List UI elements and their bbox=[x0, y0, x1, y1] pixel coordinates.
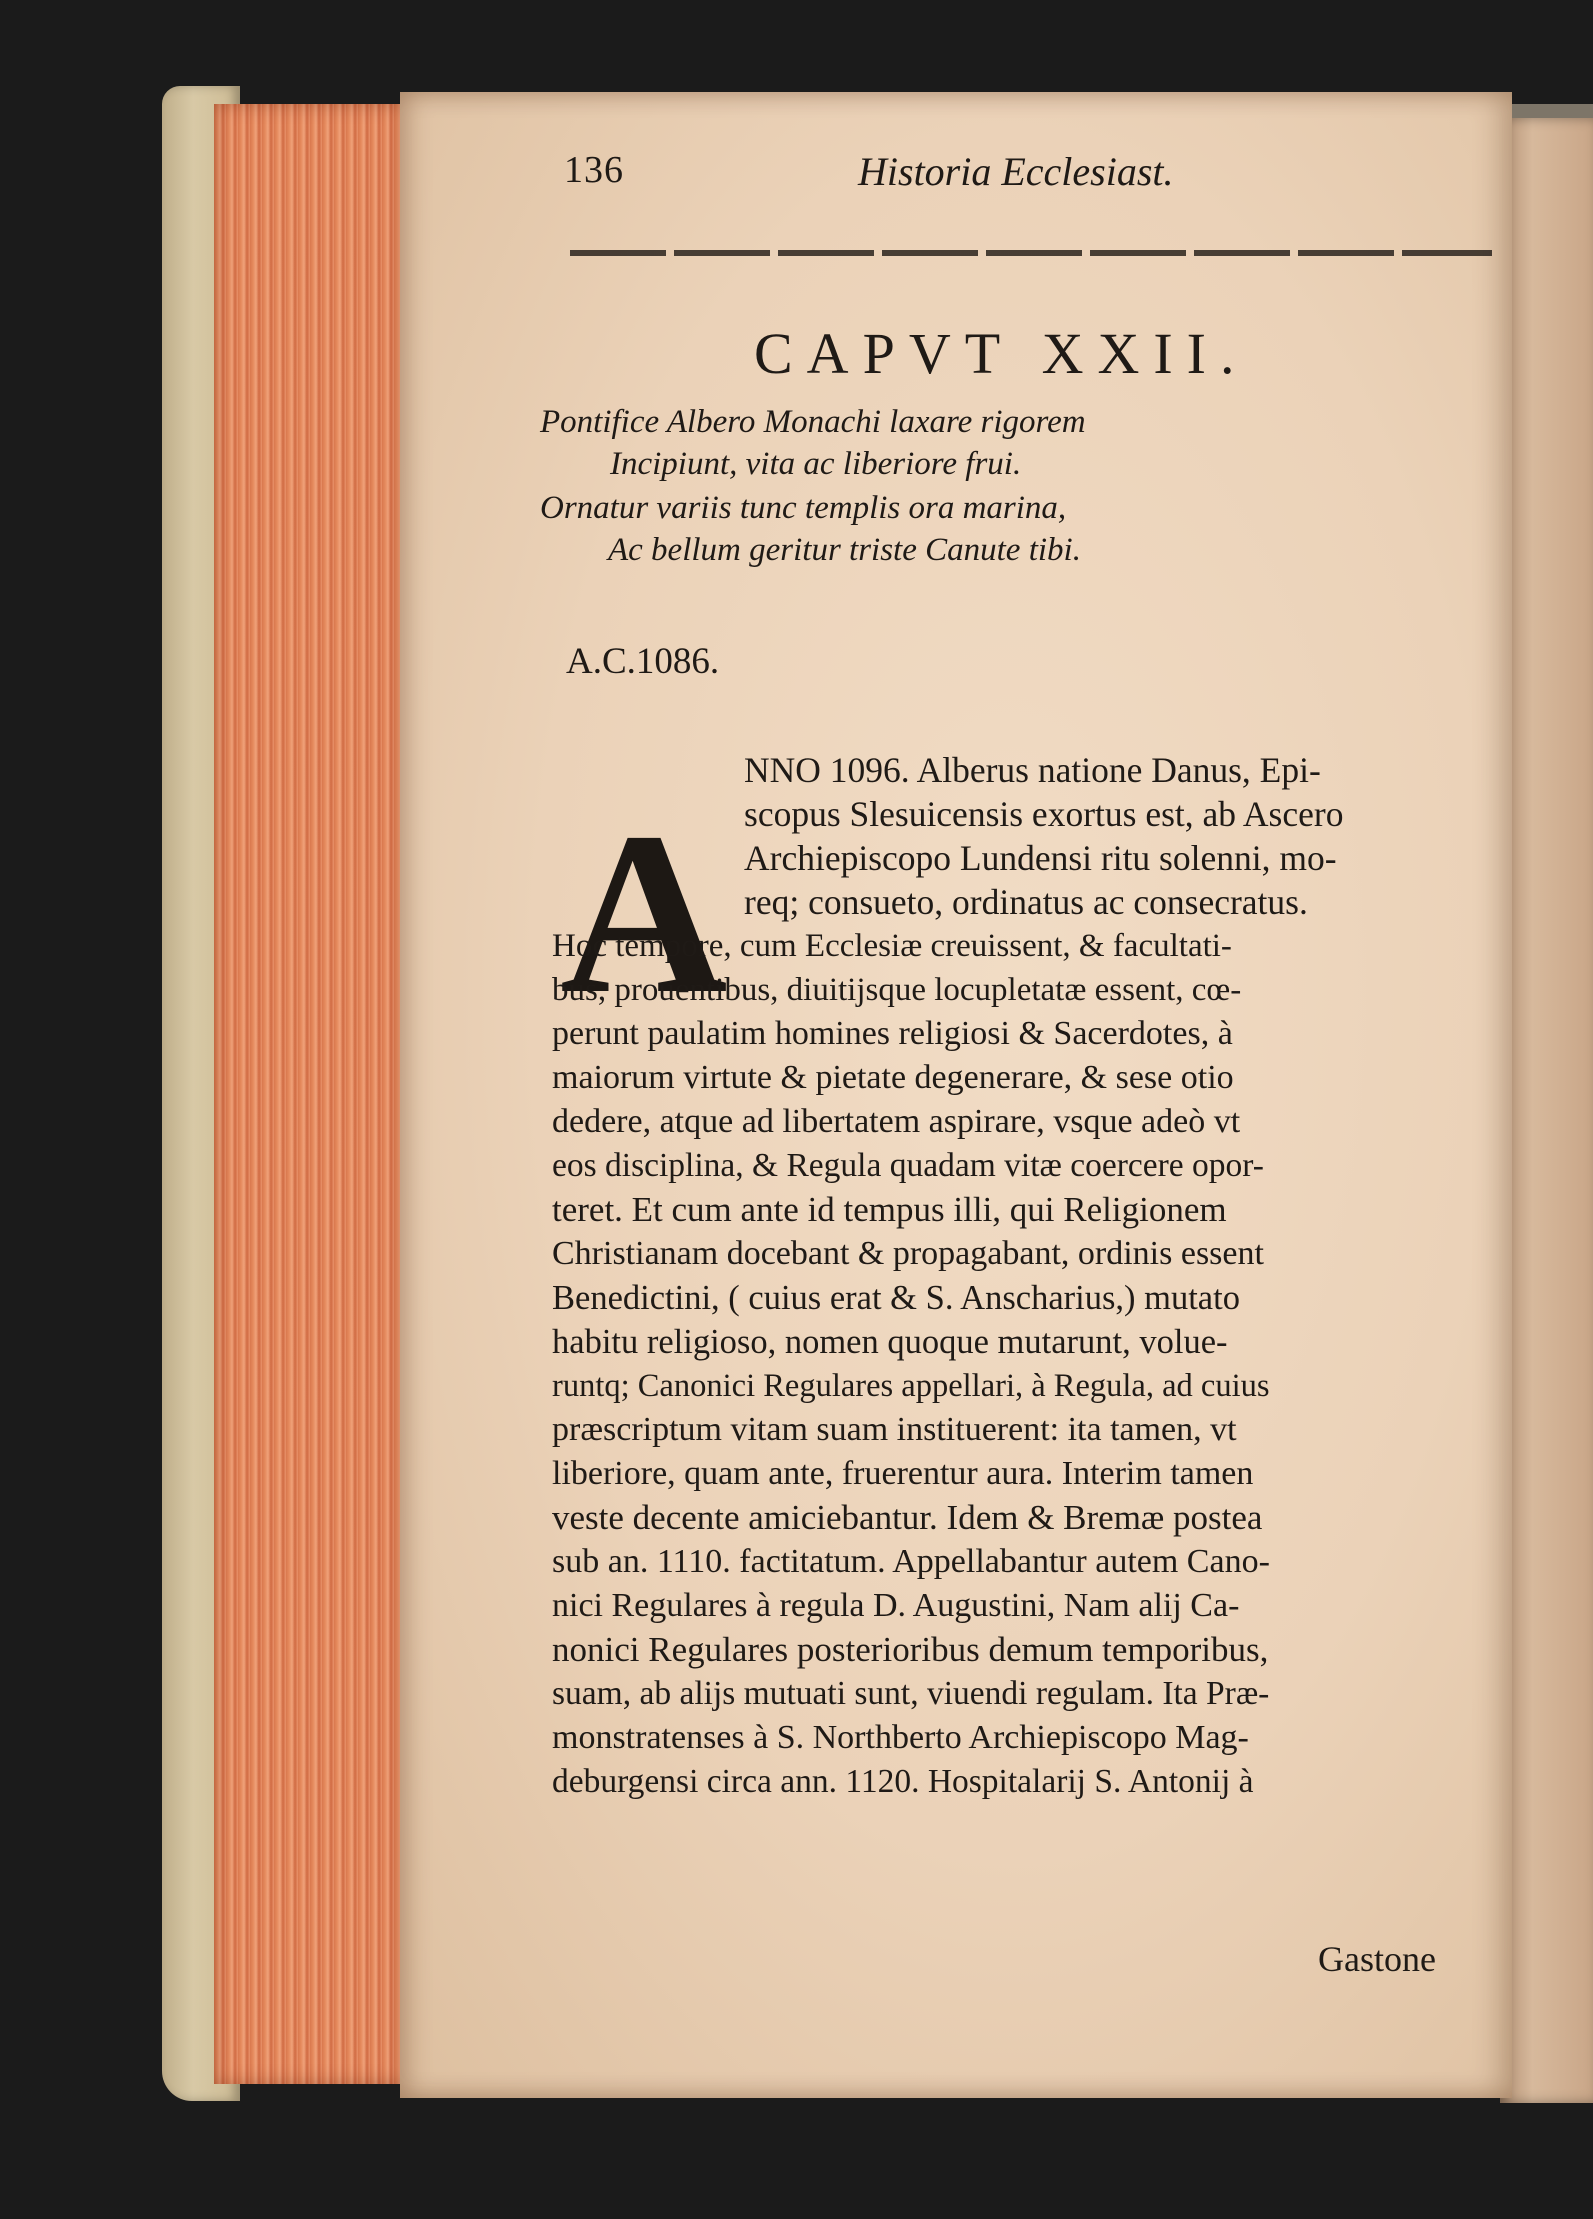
body-line: sub an. 1110. factitatum. Appellabantur autem Cano- bbox=[552, 1543, 1270, 1580]
body-line: Christianam docebant & propagabant, ordinis essent bbox=[552, 1235, 1264, 1272]
body-line: suam, ab alijs mutuati sunt, viuendi regulam. Ita Præ- bbox=[552, 1675, 1270, 1712]
body-line: Archiepiscopo Lundensi ritu solenni, mo- bbox=[744, 838, 1337, 878]
drop-cap: A bbox=[560, 785, 728, 1042]
catchword: Gastone bbox=[1318, 1939, 1436, 1979]
next-page-strip bbox=[1500, 118, 1593, 2103]
page-number: 136 bbox=[564, 149, 624, 191]
body-line: eos disciplina, & Regula quadam vitæ coercere opor- bbox=[552, 1147, 1264, 1184]
body-line: perunt paulatim homines religiosi & Sacerdotes, à bbox=[552, 1015, 1233, 1052]
verse-line-2: Incipiunt, vita ac liberiore frui. bbox=[610, 446, 1022, 482]
body-line: req; consueto, ordinatus ac consecratus. bbox=[744, 882, 1308, 922]
header-rule bbox=[570, 250, 1492, 256]
body-line: liberiore, quam ante, fruerentur aura. Interim tamen bbox=[552, 1455, 1254, 1492]
body-line: maiorum virtute & pietate degenerare, & sese otio bbox=[552, 1059, 1234, 1096]
verse-line-3: Ornatur variis tunc templis ora marina, bbox=[540, 490, 1067, 526]
body-line: nici Regulares à regula D. Augustini, Nam alij Ca- bbox=[552, 1587, 1240, 1624]
body-line: runtq; Canonici Regulares appellari, à Regula, ad cuius bbox=[552, 1368, 1270, 1404]
verse-line-4: Ac bellum geritur triste Canute tibi. bbox=[608, 532, 1081, 568]
body-line: Benedictini, ( cuius erat & S. Anscharius,) mutato bbox=[552, 1279, 1240, 1317]
verse-line-1: Pontifice Albero Monachi laxare rigorem bbox=[540, 404, 1086, 440]
body-line: dedere, atque ad libertatem aspirare, vsque adeò vt bbox=[552, 1103, 1241, 1140]
body-line: bus, prouentibus, diuitijsque locupletatæ essent, cœ- bbox=[552, 972, 1242, 1008]
body-line: monstratenses à S. Northberto Archiepiscopo Mag- bbox=[552, 1719, 1249, 1756]
chapter-title: CAPVT XXII. bbox=[754, 321, 1249, 386]
body-line: nonici Regulares posterioribus demum temporibus, bbox=[552, 1630, 1269, 1669]
body-line: scopus Slesuicensis exortus est, ab Ascero bbox=[744, 794, 1344, 834]
body-line: præscriptum vitam suam instituerent: ita tamen, vt bbox=[552, 1411, 1237, 1448]
body-line: habitu religioso, nomen quoque mutarunt, volue- bbox=[552, 1323, 1228, 1361]
year-label: A.C.1086. bbox=[566, 641, 720, 682]
body-line: teret. Et cum ante id tempus illi, qui Religionem bbox=[552, 1190, 1227, 1229]
running-head: Historia Ecclesiast. bbox=[858, 149, 1174, 194]
body-line: deburgensi circa ann. 1120. Hospitalarij S. Antonij à bbox=[552, 1763, 1254, 1800]
book-page bbox=[400, 92, 1512, 2098]
red-page-edges bbox=[214, 104, 404, 2084]
body-line: NNO 1096. Alberus natione Danus, Epi- bbox=[744, 750, 1321, 790]
body-line: Hoc tempore, cum Ecclesiæ creuissent, & facultati- bbox=[552, 928, 1232, 964]
body-line: veste decente amiciebantur. Idem & Bremæ postea bbox=[552, 1498, 1263, 1537]
